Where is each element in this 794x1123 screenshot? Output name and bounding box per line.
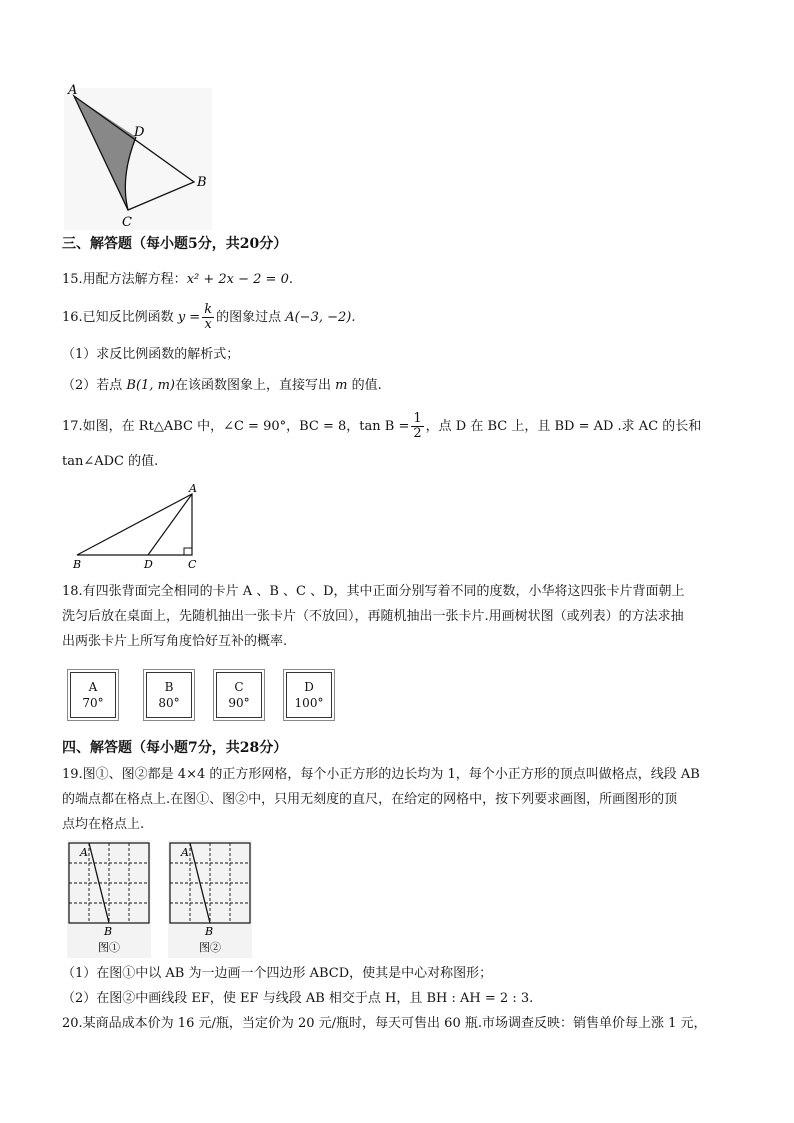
q17-part2: ，点 D 在 BC 上，且 BD = AD .求 AC 的长和 (425, 419, 702, 434)
q20-line1: 20.某商品成本价为 16 元/瓶，当定价为 20 元/瓶时，每天可售出 60 瓶.市场调查反映：销售单价每上涨 1 元， (62, 1016, 707, 1031)
q15-text: 15.用配方法解方程： (62, 272, 187, 287)
label-b: B (197, 175, 207, 190)
right-angle-mark (184, 548, 192, 555)
q16-sub2-m: m (335, 378, 348, 393)
q16-sub2-post: 的值. (347, 378, 382, 393)
label-a: A (189, 482, 197, 495)
section-3-title: 三、解答题（每小题5分，共20分） (62, 236, 288, 252)
card-angle: 100° (294, 696, 324, 710)
label-b: B (205, 925, 214, 938)
label-d: D (144, 558, 153, 571)
q16-point: A(−3, −2). (285, 310, 356, 325)
q17-frac-den: 2 (413, 426, 422, 441)
q19-sub2: （2）在图②中画线段 EF，使 EF 与线段 AB 相交于点 H，且 BH : AH = 2 : 3. (62, 991, 534, 1006)
q18-line1: 18.有四张背面完全相同的卡片 A 、B 、C 、D，其中正面分别写着不同的度数，小华将这四张卡片背面朝上 (62, 584, 685, 599)
card-angle: 90° (228, 696, 250, 710)
q16-y-eq: y = (177, 310, 201, 325)
figure-q17 (62, 482, 212, 572)
card-c (213, 669, 265, 721)
label-b: B (104, 925, 113, 938)
q16-fraction (202, 303, 214, 332)
question-17 (62, 410, 701, 444)
caption-figure-1: 图① (98, 941, 120, 954)
card-letter: A (88, 680, 98, 694)
card-a-face (70, 672, 116, 718)
figure-q14 (60, 82, 220, 232)
label-b: B (73, 558, 82, 571)
card-c-face (216, 672, 262, 718)
card-d (283, 669, 335, 721)
question-16-sub2 (62, 376, 382, 396)
label-c: C (188, 558, 197, 571)
q17-fraction (411, 412, 423, 441)
card-angle: 80° (158, 696, 180, 710)
figure-q19-grid-1 (62, 838, 158, 960)
card-letter: B (164, 680, 174, 694)
figure-q19-grid-2 (163, 838, 259, 960)
label-a: A (80, 846, 88, 859)
q17-line2: tan∠ADC 的值. (62, 454, 159, 469)
q18-line3: 出两张卡片上所写角度恰好互补的概率. (62, 634, 288, 649)
segment-ad (148, 494, 192, 555)
card-a (67, 669, 119, 721)
card-letter: C (234, 680, 244, 694)
triangle-abc (77, 494, 192, 555)
q15-equation: x² + 2x − 2 = 0. (186, 272, 293, 287)
q16-sub1: （1）求反比例函数的解析式； (62, 347, 240, 362)
q16-frac-den: x (204, 317, 212, 332)
card-b-face (146, 672, 192, 718)
q19-sub1: （1）在图①中以 AB 为一边画一个四边形 ABCD，使其是中心对称图形； (62, 966, 493, 981)
card-b (143, 669, 195, 721)
card-angle: 70° (82, 696, 104, 710)
card-letter: D (304, 680, 314, 694)
card-d-face (286, 672, 332, 718)
label-a: A (68, 83, 78, 98)
label-d: D (134, 125, 145, 140)
caption-figure-2: 图② (199, 941, 221, 954)
section-4-title: 四、解答题（每小题7分，共28分） (62, 740, 288, 756)
label-c: C (122, 215, 132, 230)
q16-sub2-pre: （2）若点 (62, 378, 127, 393)
question-15 (62, 270, 293, 290)
q16-sub2-point: B(1, m) (126, 378, 175, 393)
label-a: A (181, 846, 189, 859)
q17-part1: 17.如图，在 Rt△ABC 中，∠C = 90°，BC = 8，tan B = (62, 419, 410, 434)
q16-pre: 16.已知反比例函数 (62, 310, 178, 325)
q16-post: 的图象过点 (216, 310, 286, 325)
q19-line2: 的端点都在格点上.在图①、图②中，只用无刻度的直尺，在给定的网格中，按下列要求画图，所画图形的顶 (62, 792, 678, 807)
q18-line2: 洗匀后放在桌面上，先随机抽出一张卡片（不放回），再随机抽出一张卡片.用画树状图（或列表）的方法求抽 (62, 609, 684, 624)
q16-sub2-mid: 在该函数图象上，直接写出 (174, 378, 336, 393)
q16-frac-num: k (204, 302, 213, 317)
q17-frac-num: 1 (413, 411, 422, 426)
q19-line3: 点均在格点上. (62, 817, 145, 832)
question-16 (62, 303, 355, 333)
q19-line1: 19.图①、图②都是 4×4 的正方形网格，每个小正方形的边长均为 1，每个小正方形的顶点叫做格点，线段 AB (62, 767, 700, 782)
